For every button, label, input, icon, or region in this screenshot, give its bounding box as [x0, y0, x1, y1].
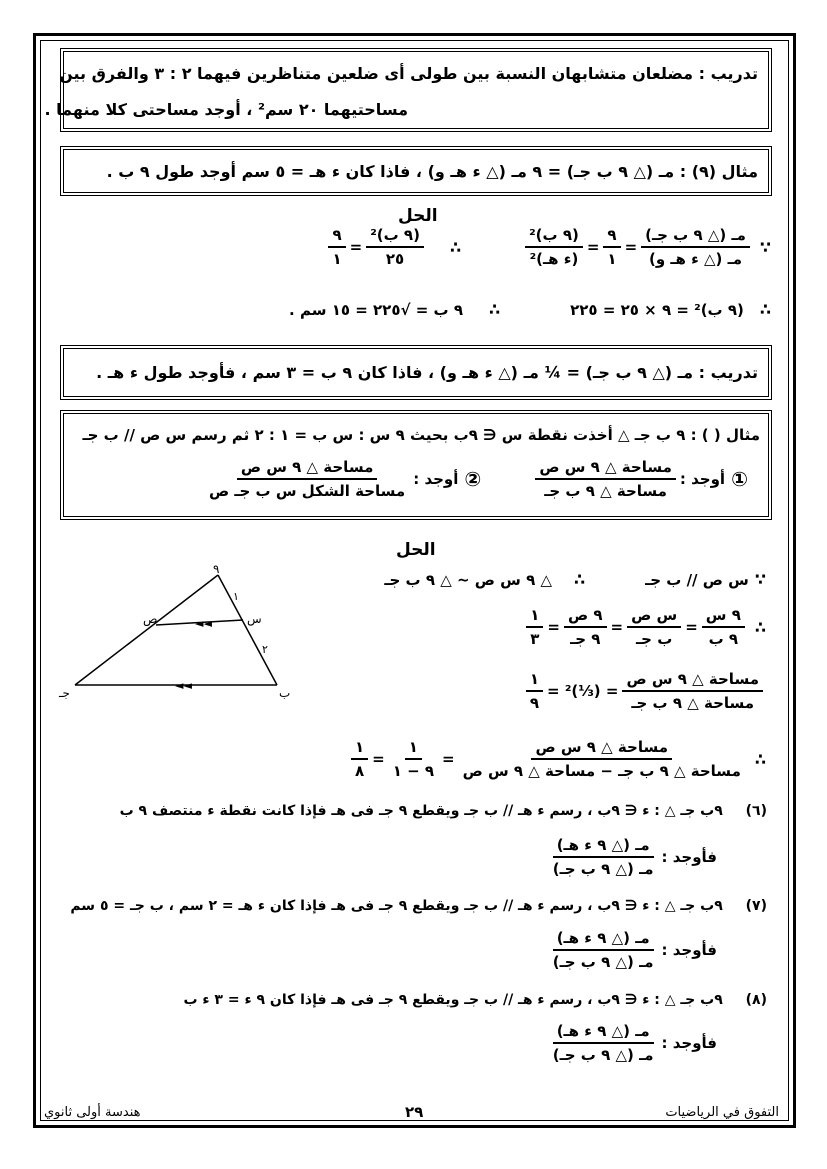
solution-1-row-2-right: ٩ ب = √٢٢٥ = ١٥ سم . — [289, 300, 463, 319]
frac-num: مـ (△ ٩ ء هـ) — [553, 929, 654, 951]
frac-den: ٩ — [529, 694, 540, 712]
exercise-1-line2: مساحتيهما ٢٠ سم² ، أوجد مساحتى كلا منهما . — [44, 100, 408, 119]
solution-1-row-2-left: (٩ ب)² = ٩ × ٢٥ = ٢٢٥ — [570, 300, 744, 319]
fraction — [459, 738, 745, 780]
frac-num: ٩ ص — [564, 606, 607, 628]
frac-num: (٩ ب)² — [366, 226, 424, 248]
exercise-7-text — [70, 898, 767, 914]
segment-1-label: ١ — [233, 590, 239, 603]
equals-sign: = — [586, 238, 600, 256]
fraction — [641, 226, 750, 268]
solution-2-row-4 — [347, 738, 772, 780]
frac-den: ٩ ب — [708, 630, 739, 648]
exercise-8-number: (٨) — [745, 992, 767, 1008]
equals-sign: = — [610, 618, 624, 636]
exercise-2-text: تدريب : مـ (△ ٩ ب جـ) = ¼ مـ (△ ء هـ و) ، فاذا كان ٩ ب = ٣ سم ، فأوجد طول ء هـ . — [96, 363, 758, 382]
frac-den: ٩ − ١ — [392, 762, 435, 780]
find-label: أوجد : — [413, 470, 459, 488]
frac-den: مساحة △ ٩ ب جـ — [631, 694, 755, 712]
frac-num: ٩ — [603, 226, 620, 248]
frac-den: مـ (△ ٩ ب جـ) — [552, 1046, 654, 1064]
frac-den: مـ (△ ٩ ب جـ) — [552, 860, 654, 878]
frac-den: مـ (△ ء هـ و) — [648, 250, 743, 268]
equals-sign: = — [442, 750, 455, 768]
page-number: ٢٩ — [405, 1103, 424, 1121]
solution-1-row-2 — [289, 300, 777, 319]
frac-num: س ص — [627, 606, 681, 628]
frac-den: مساحة △ ٩ ب جـ — [544, 482, 667, 500]
exercise-8-text — [183, 992, 767, 1008]
find-label: أوجد : — [679, 470, 726, 488]
ratio-squared: = (⅓)² = — [547, 682, 619, 700]
frac-num: مـ (△ ٩ ء هـ) — [553, 1022, 654, 1044]
solution-2-row-1 — [384, 570, 772, 589]
frac-num: مساحة △ ٩ س ص — [535, 458, 676, 480]
example-9-box — [60, 146, 772, 196]
equals-sign: = — [685, 618, 698, 636]
therefore-symbol: ∴ — [754, 749, 766, 769]
frac-num: مساحة △ ٩ س ص — [531, 738, 672, 760]
solution-1-row-1 — [324, 226, 777, 268]
fraction — [389, 738, 438, 780]
frac-den: مـ (△ ٩ ب جـ) — [552, 953, 654, 971]
similarity-statement: △ ٩ س ص ~ △ ٩ ب جـ — [384, 570, 552, 589]
therefore-symbol: ∴ — [573, 570, 586, 589]
fraction — [702, 606, 745, 648]
solution-2-row-2 — [522, 606, 772, 648]
find-label: فأوجد : — [661, 848, 717, 866]
fraction — [351, 738, 368, 780]
fraction — [549, 1022, 658, 1064]
equals-sign: = — [349, 238, 363, 256]
footer-right: التفوق في الرياضيات — [665, 1105, 779, 1120]
solution-label-1: الحل — [398, 206, 438, 226]
frac-den: ٣ — [530, 630, 540, 648]
triangle-diagram — [55, 565, 295, 715]
frac-num: مساحة △ ٩ س ص — [622, 670, 763, 692]
fraction — [366, 226, 424, 268]
frac-num: مـ (△ ٩ ء هـ) — [553, 836, 654, 858]
because-symbol: ∵ — [759, 237, 771, 257]
frac-den: ١ — [607, 250, 617, 268]
exercise-7-body: ٩ب جـ △ : ء ∈ ٩ب ، رسم ء هـ // ب جـ ويقطع ٩ جـ فى هـ فإذا كان ء هـ = ٢ سم ، ب جـ = ٥ سم — [70, 898, 723, 914]
fraction — [627, 606, 681, 648]
example-text: مثال ( ) : ٩ ب جـ △ أخذت نقطة س ∈ ٩ب بحيث ٩ س : س ب = ١ : ٢ ثم رسم س ص // ب جـ — [82, 426, 760, 444]
fraction — [549, 929, 658, 971]
exercise-8-body: ٩ب جـ △ : ء ∈ ٩ب ، رسم ء هـ // ب جـ ويقطع ٩ جـ فى هـ فإذا كان ٩ ء = ٣ ء ب — [183, 992, 723, 1008]
vertex-b-label: ب — [279, 686, 291, 700]
frac-num: (٩ ب)² — [525, 226, 583, 248]
exercise-box-1 — [44, 48, 772, 132]
frac-den: (ء هـ)² — [529, 250, 579, 268]
vertex-j-label: جـ — [59, 686, 70, 700]
footer-left: هندسة أولى ثانوي — [44, 1105, 141, 1120]
fraction — [564, 606, 607, 648]
fraction — [603, 226, 620, 268]
solution-label-2: الحل — [396, 540, 436, 560]
segment-2-label: ٢ — [262, 643, 268, 656]
exercise-6-find — [545, 836, 717, 878]
frac-den: ٢٥ — [385, 250, 405, 268]
therefore-symbol: ∴ — [754, 617, 766, 637]
equals-sign: = — [624, 238, 638, 256]
equals-sign: = — [547, 618, 560, 636]
frac-den: مساحة △ ٩ ب جـ − مساحة △ ٩ س ص — [462, 762, 741, 780]
vertex-a-label: ٩ — [213, 565, 220, 576]
exercise-7-find — [545, 929, 717, 971]
frac-den: ب جـ — [636, 630, 673, 648]
solution-2-row-3 — [522, 670, 767, 712]
fraction — [549, 836, 658, 878]
therefore-symbol: ∴ — [759, 300, 771, 319]
exercise-6-text — [120, 803, 767, 819]
therefore-symbol: ∴ — [449, 237, 462, 257]
frac-den: ٩ جـ — [570, 630, 601, 648]
fraction — [622, 670, 763, 712]
equals-sign: = — [372, 750, 385, 768]
fraction — [525, 226, 583, 268]
frac-den: مساحة الشكل س ب جـ ص — [208, 482, 406, 500]
example-find-row — [201, 458, 748, 500]
exercise-8-find — [545, 1022, 717, 1064]
frac-num: ٩ — [328, 226, 345, 248]
frac-num: ١ — [526, 606, 543, 628]
find-label: فأوجد : — [661, 941, 717, 959]
frac-num: مساحة △ ٩ س ص — [237, 458, 378, 480]
example-9-text: مثال (٩) : مـ (△ ٩ ب جـ) = ٩ مـ (△ ء هـ و) ، فاذا كان ء هـ = ٥ سم أوجد طول ٩ ب . — [106, 162, 758, 181]
frac-den: ١ — [332, 250, 342, 268]
svg-text:◄◄: ◄◄ — [195, 617, 212, 630]
frac-den: ٨ — [354, 762, 365, 780]
exercise-6-number: (٦) — [745, 803, 767, 819]
fraction — [205, 458, 409, 500]
exercise-6-body: ٩ب جـ △ : ء ∈ ٩ب ، رسم ء هـ // ب جـ ويقطع ٩ جـ فى هـ فإذا كانت نقطة ء منتصف ٩ ب — [119, 803, 723, 819]
frac-num: ١ — [405, 738, 422, 760]
item-2-marker: ② — [464, 467, 482, 491]
therefore-symbol: ∴ — [488, 300, 501, 319]
exercise-box-2 — [60, 345, 772, 400]
item-1-marker: ① — [731, 467, 748, 491]
because-symbol: ∵ — [754, 570, 766, 589]
fraction — [526, 670, 543, 712]
find-label: فأوجد : — [661, 1034, 717, 1052]
exercise-1-line1: تدريب : مضلعان متشابهان النسبة بين طولى أى ضلعين متناظرين فيهما ٢ : ٣ والفرق بين — [59, 64, 758, 83]
fraction — [328, 226, 345, 268]
point-sad-label: ص — [143, 612, 158, 626]
svg-text:◄◄: ◄◄ — [175, 679, 192, 692]
exercise-7-number: (٧) — [745, 898, 767, 914]
parallel-statement: س ص // ب جـ — [645, 570, 749, 589]
example-box — [60, 410, 772, 520]
frac-num: ٩ س — [702, 606, 745, 628]
frac-num: ١ — [351, 738, 368, 760]
fraction — [526, 606, 543, 648]
point-s-label: س — [247, 612, 262, 626]
frac-num: مـ (△ ٩ ب جـ) — [641, 226, 750, 248]
fraction — [535, 458, 676, 500]
frac-num: ١ — [526, 670, 543, 692]
